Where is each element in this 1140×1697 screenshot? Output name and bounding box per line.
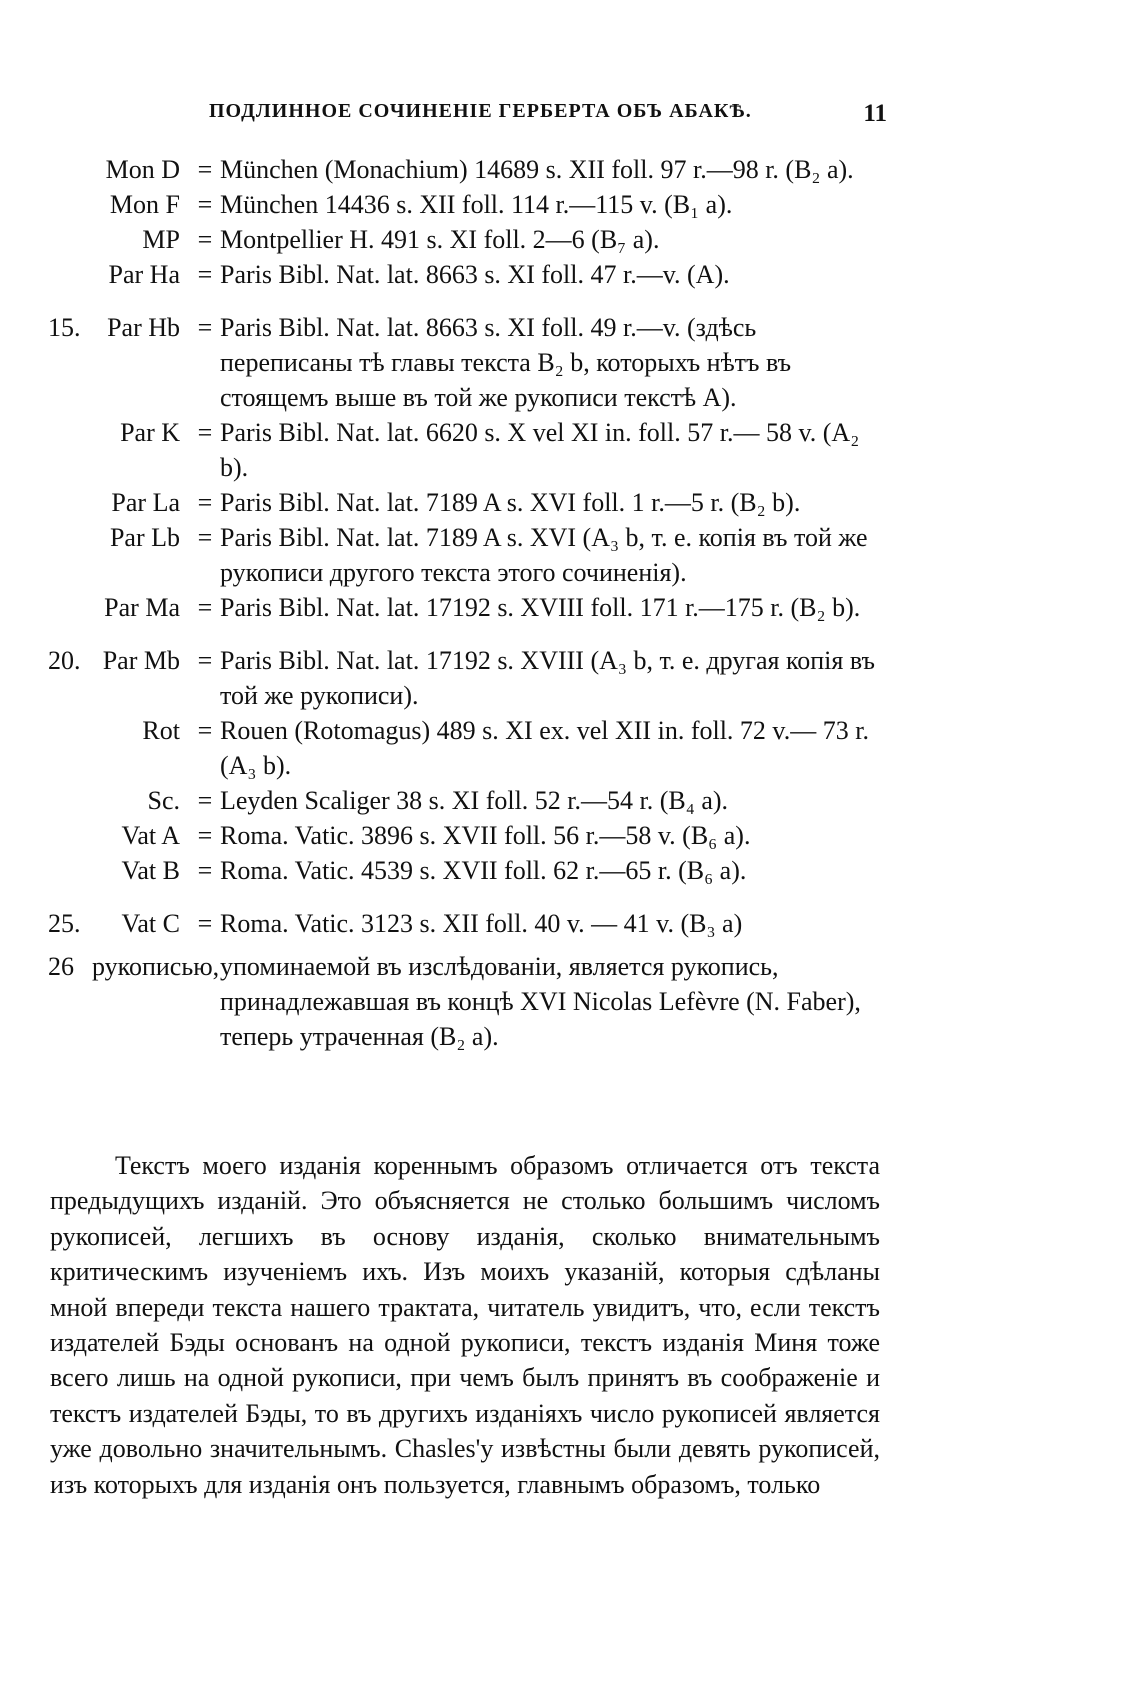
entry-number: 20.: [48, 646, 81, 675]
manuscript-entry: [0, 152, 1140, 187]
manuscript-siglum: MP: [142, 225, 180, 254]
manuscript-description: упоминаемой въ изслѣдованіи, является рукопись, принадлежавшая въ концѣ XVI Nicolas Lefèvre (N. Faber), теперь утраченная (B₂ a).: [220, 952, 861, 1051]
manuscript-description: Paris Bibl. Nat. lat. 6620 s. X vel XI in. foll. 57 r.— 58 v. (A₂ b).: [220, 418, 860, 482]
entry-number: 15.: [48, 313, 81, 342]
entry-number: 25.: [48, 909, 81, 938]
manuscript-siglum: Mon D: [105, 155, 180, 184]
manuscript-siglum: Par Lb: [109, 523, 180, 552]
manuscript-entry-26: [0, 949, 1140, 1054]
equals-sign: =: [197, 523, 213, 552]
manuscript-description: Paris Bibl. Nat. lat. 17192 s. XVIII foll. 171 r.—175 r. (B₂ b).: [220, 593, 861, 622]
page-number: 11: [863, 100, 887, 127]
equals-sign: =: [197, 488, 213, 517]
manuscript-siglum: Par Ma: [104, 593, 180, 622]
manuscript-entry: [0, 783, 1140, 818]
spacer: [0, 888, 1140, 906]
manuscript-description: München 14436 s. XII foll. 114 r.—115 v. (B₁ a).: [220, 190, 733, 219]
manuscript-siglum: Rot: [142, 716, 180, 745]
manuscript-entry: [0, 906, 1140, 941]
manuscript-list: [0, 152, 1140, 1054]
spacer: [0, 292, 1140, 310]
body-text: [50, 1148, 880, 1502]
running-header: [209, 100, 887, 127]
manuscript-siglum: Par Hb: [107, 313, 180, 342]
manuscript-description: Montpellier H. 491 s. XI foll. 2—6 (B₇ a).: [220, 225, 660, 254]
manuscript-siglum: Par La: [111, 488, 180, 517]
equals-sign: =: [197, 646, 213, 675]
equals-sign: =: [197, 821, 213, 850]
equals-sign: =: [197, 260, 213, 289]
manuscript-siglum: Vat A: [121, 821, 180, 850]
manuscript-siglum: Par Mb: [102, 646, 180, 675]
manuscript-siglum: Sc.: [147, 786, 180, 815]
manuscript-entry: [0, 415, 1140, 485]
manuscript-description: Roma. Vatic. 3123 s. XII foll. 40 v. — 41 v. (B₃ a): [220, 909, 743, 938]
equals-sign: =: [197, 856, 213, 885]
manuscript-entry: [0, 222, 1140, 257]
manuscript-description: Paris Bibl. Nat. lat. 8663 s. XI foll. 47 r.—v. (A).: [220, 260, 730, 289]
entry-lead-word: рукописью,: [92, 952, 220, 981]
manuscript-description: München (Monachium) 14689 s. XII foll. 97 r.—98 r. (B₂ a).: [220, 155, 854, 184]
manuscript-entry: [0, 643, 1140, 713]
manuscript-entry: [0, 485, 1140, 520]
manuscript-description: Paris Bibl. Nat. lat. 8663 s. XI foll. 49 r.—v. (здѣсь переписаны тѣ главы текста B₂ b, которыхъ нѣтъ въ стоящемъ выше въ той же рукописи текстѣ A).: [220, 313, 792, 412]
manuscript-description: Roma. Vatic. 3896 s. XVII foll. 56 r.—58 v. (B₆ a).: [220, 821, 751, 850]
manuscript-description: Paris Bibl. Nat. lat. 7189 A s. XVI (A₃ b, т. е. копія въ той же рукописи другого текста этого сочиненія).: [220, 523, 868, 587]
spacer: [0, 625, 1140, 643]
manuscript-description: Paris Bibl. Nat. lat. 7189 A s. XVI foll. 1 r.—5 r. (B₂ b).: [220, 488, 801, 517]
equals-sign: =: [197, 418, 213, 447]
manuscript-siglum: Vat C: [121, 909, 180, 938]
manuscript-description: Paris Bibl. Nat. lat. 17192 s. XVIII (A₃ b, т. е. другая копія въ той же рукописи).: [220, 646, 875, 710]
manuscript-entry: [0, 818, 1140, 853]
manuscript-entry: [0, 713, 1140, 783]
manuscript-siglum: Par Ha: [108, 260, 180, 289]
equals-sign: =: [197, 786, 213, 815]
entry-number: 26: [48, 952, 74, 981]
equals-sign: =: [197, 313, 213, 342]
running-title: ПОДЛИННОЕ СОЧИНЕНІЕ ГЕРБЕРТА ОБЪ АБАКѢ.: [209, 100, 752, 122]
manuscript-entry: [0, 187, 1140, 222]
manuscript-siglum: Vat B: [121, 856, 180, 885]
equals-sign: =: [197, 909, 213, 938]
manuscript-description: Rouen (Rotomagus) 489 s. XI ex. vel XII in. foll. 72 v.— 73 r. (A₃ b).: [220, 716, 869, 780]
manuscript-entry: [0, 590, 1140, 625]
manuscript-entry: [0, 853, 1140, 888]
manuscript-siglum: Par K: [120, 418, 180, 447]
manuscript-entry: [0, 310, 1140, 415]
manuscript-entry: [0, 520, 1140, 590]
equals-sign: =: [197, 190, 213, 219]
manuscript-description: Leyden Scaliger 38 s. XI foll. 52 r.—54 r. (B₄ a).: [220, 786, 729, 815]
equals-sign: =: [197, 593, 213, 622]
equals-sign: =: [197, 155, 213, 184]
manuscript-entry: [0, 257, 1140, 292]
equals-sign: =: [197, 225, 213, 254]
manuscript-description: Roma. Vatic. 4539 s. XVII foll. 62 r.—65 r. (B₆ a).: [220, 856, 747, 885]
manuscript-siglum: Mon F: [109, 190, 180, 219]
equals-sign: =: [197, 716, 213, 745]
paragraph: Текстъ моего изданія кореннымъ образомъ отличается отъ текста предыдущихъ изданій. Это объясняется не столько большимъ числомъ рукописей, легшихъ въ основу изданія, сколько внимательнымъ критическимъ изученіемъ ихъ. Изъ моихъ указаній, которыя сдѣланы мной впереди текста нашего трактата, читатель увидитъ, что, если текстъ издателей Бэды основанъ на одной рукописи, текстъ изданія Миня тоже всего лишь на одной рукописи, при чемъ былъ принятъ въ соображеніе и текстъ издателей Бэды, то въ другихъ изданіяхъ число рукописей является уже довольно значительнымъ. Chasles'у извѣстны были девять рукописей, изъ которыхъ для изданія онъ пользуется, главнымъ образомъ, только: [50, 1151, 880, 1499]
